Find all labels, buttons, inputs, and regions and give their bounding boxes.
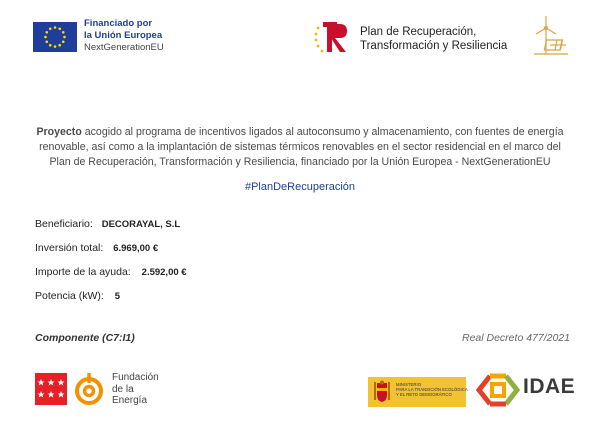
plan-line-2: Transformación y Resiliencia xyxy=(360,40,508,52)
eu-line-1: Financiado por xyxy=(84,18,153,29)
beneficiario-value: DECORAYAL, S.L xyxy=(101,219,181,230)
eu-line-2: la Unión Europea xyxy=(84,30,163,41)
eu-star xyxy=(58,44,61,47)
eu-star xyxy=(54,45,57,48)
comunidad-madrid-logo-icon xyxy=(35,373,67,405)
ayuda-row xyxy=(35,266,187,278)
project-description xyxy=(30,125,570,170)
ministry-text xyxy=(396,382,468,398)
eu-star xyxy=(62,40,65,43)
potencia-row xyxy=(35,290,120,302)
potencia-value: 5 xyxy=(114,291,121,302)
eu-star xyxy=(58,27,61,30)
ministry-line-1: MINISTERIO xyxy=(396,382,422,387)
ministry-line-3: Y EL RETO DEMOGRÁFICO xyxy=(396,392,452,398)
eu-star xyxy=(44,36,47,39)
project-body: acogido al programa de incentivos ligados al autoconsumo y almacenamiento, con fuentes de energía renovable, así como a la implantación de sistemas térmicos renovables en el sector residencial en el marco del Plan de Recuperación, Transformación y Resiliencia, financiado por la Unión Europea - NextGenerationEU xyxy=(39,126,564,168)
inversion-label: Inversión total: xyxy=(35,242,104,254)
beneficiario-row xyxy=(35,218,180,230)
inversion-value: 6.969,00 € xyxy=(113,243,159,254)
eu-star xyxy=(49,27,52,30)
beneficiario-label: Beneficiario: xyxy=(35,218,93,230)
eu-star xyxy=(63,36,66,39)
eu-star xyxy=(62,31,65,34)
ayuda-value: 2.592,00 € xyxy=(141,267,187,278)
ministry-line-2: PARA LA TRANSICIÓN ECOLÓGICA xyxy=(396,387,468,393)
hashtag: #PlanDeRecuperación xyxy=(244,181,356,193)
component-label: Componente (C7:I1) xyxy=(35,332,135,344)
eu-star xyxy=(45,31,48,34)
wind-turbine-solar-panel-icon xyxy=(528,14,570,58)
eu-funding-text xyxy=(84,18,164,54)
inversion-row xyxy=(35,242,158,254)
eu-line-3: NextGenerationEU xyxy=(84,42,164,53)
eu-flag-icon xyxy=(33,22,77,52)
fund-line-3: Energía xyxy=(112,395,148,406)
eu-star xyxy=(49,44,52,47)
eu-star xyxy=(45,40,48,43)
fund-line-1: Fundación xyxy=(112,372,159,383)
plan-line-1: Plan de Recuperación, xyxy=(360,26,477,38)
fundacion-energia-text xyxy=(112,372,159,407)
fund-line-2: de la xyxy=(112,383,134,395)
project-lead: Proyecto xyxy=(36,126,82,138)
ayuda-label: Importe de la ayuda: xyxy=(35,266,131,278)
potencia-label: Potencia (kW): xyxy=(35,290,104,302)
plan-recuperacion-text xyxy=(360,25,507,53)
plan-recuperacion-logo-icon xyxy=(314,20,350,54)
fundacion-energia-logo-icon xyxy=(72,371,106,407)
spain-coat-of-arms-icon xyxy=(372,380,392,404)
decree-label: Real Decreto 477/2021 xyxy=(462,332,570,344)
eu-star xyxy=(54,26,57,29)
idae-label: IDAE xyxy=(523,375,576,398)
idae-logo-icon xyxy=(476,373,520,407)
